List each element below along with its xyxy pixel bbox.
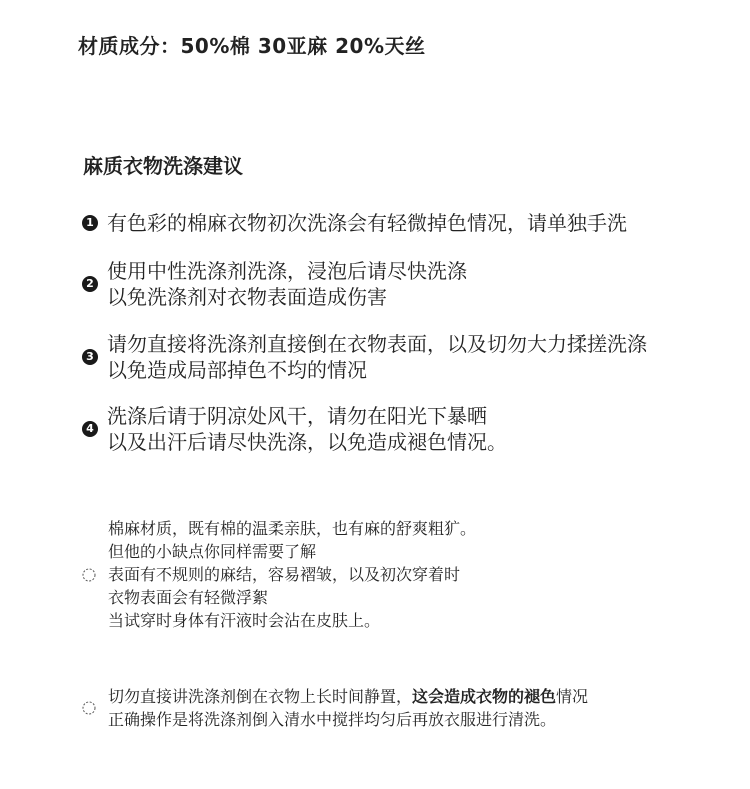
warning-note-text	[108, 685, 588, 731]
note-line: 正确操作是将洗涤剂倒入清水中搅拌均匀后再放衣服进行清洗。	[108, 710, 557, 729]
care-tip-line: 以免洗涤剂对衣物表面造成伤害	[107, 285, 387, 309]
note-bold-text: 这会造成衣物的褪色	[412, 687, 557, 706]
care-tip-1	[82, 210, 627, 236]
note-line: 表面有不规则的麻结，容易褶皱，以及初次穿着时	[108, 565, 461, 584]
note-line: 棉麻材质，既有棉的温柔亲肤，也有麻的舒爽粗犷。	[108, 519, 477, 538]
number-3-icon: 3	[82, 349, 98, 365]
note-normal-text: 切勿直接讲洗涤剂倒在衣物上长时间静置，	[108, 687, 413, 706]
care-tip-line: 请勿直接将洗涤剂直接倒在衣物表面，以及切勿大力揉搓洗涤	[107, 332, 647, 356]
fabric-note	[82, 517, 476, 632]
care-tip-line: 以免造成局部掉色不均的情况	[107, 358, 367, 382]
care-section-title: 麻质衣物洗涤建议	[83, 154, 243, 178]
dashed-circle-icon	[82, 701, 96, 715]
care-tip-text	[107, 210, 627, 236]
care-tip-3	[82, 331, 647, 383]
number-4-icon: 4	[82, 421, 98, 437]
note-line: 衣物表面会有轻微浮絮	[108, 588, 269, 607]
dashed-circle-icon	[82, 568, 96, 582]
care-tip-line: 使用中性洗涤剂洗涤，浸泡后请尽快洗涤	[107, 259, 467, 283]
care-tip-text	[107, 331, 647, 383]
number-2-icon: 2	[82, 276, 98, 292]
care-tip-2	[82, 258, 467, 310]
note-normal-text: 情况	[556, 687, 589, 706]
care-tip-line: 洗涤后请于阴凉处风干，请勿在阳光下暴晒	[107, 404, 487, 428]
fabric-note-text	[108, 517, 476, 632]
number-1-icon: 1	[82, 215, 98, 231]
care-tip-line: 有色彩的棉麻衣物初次洗涤会有轻微掉色情况，请单独手洗	[107, 211, 627, 235]
material-composition: 材质成分：50%棉 30亚麻 20%天丝	[78, 34, 426, 58]
note-line	[108, 685, 588, 708]
care-tip-text	[107, 403, 507, 455]
care-tip-line: 以及出汗后请尽快洗涤，以免造成褪色情况。	[107, 430, 507, 454]
care-tip-4	[82, 403, 507, 455]
care-tip-text	[107, 258, 467, 310]
note-line: 但他的小缺点你同样需要了解	[108, 542, 317, 561]
warning-note	[82, 685, 588, 731]
note-line: 当试穿时身体有汗液时会沾在皮肤上。	[108, 611, 381, 630]
